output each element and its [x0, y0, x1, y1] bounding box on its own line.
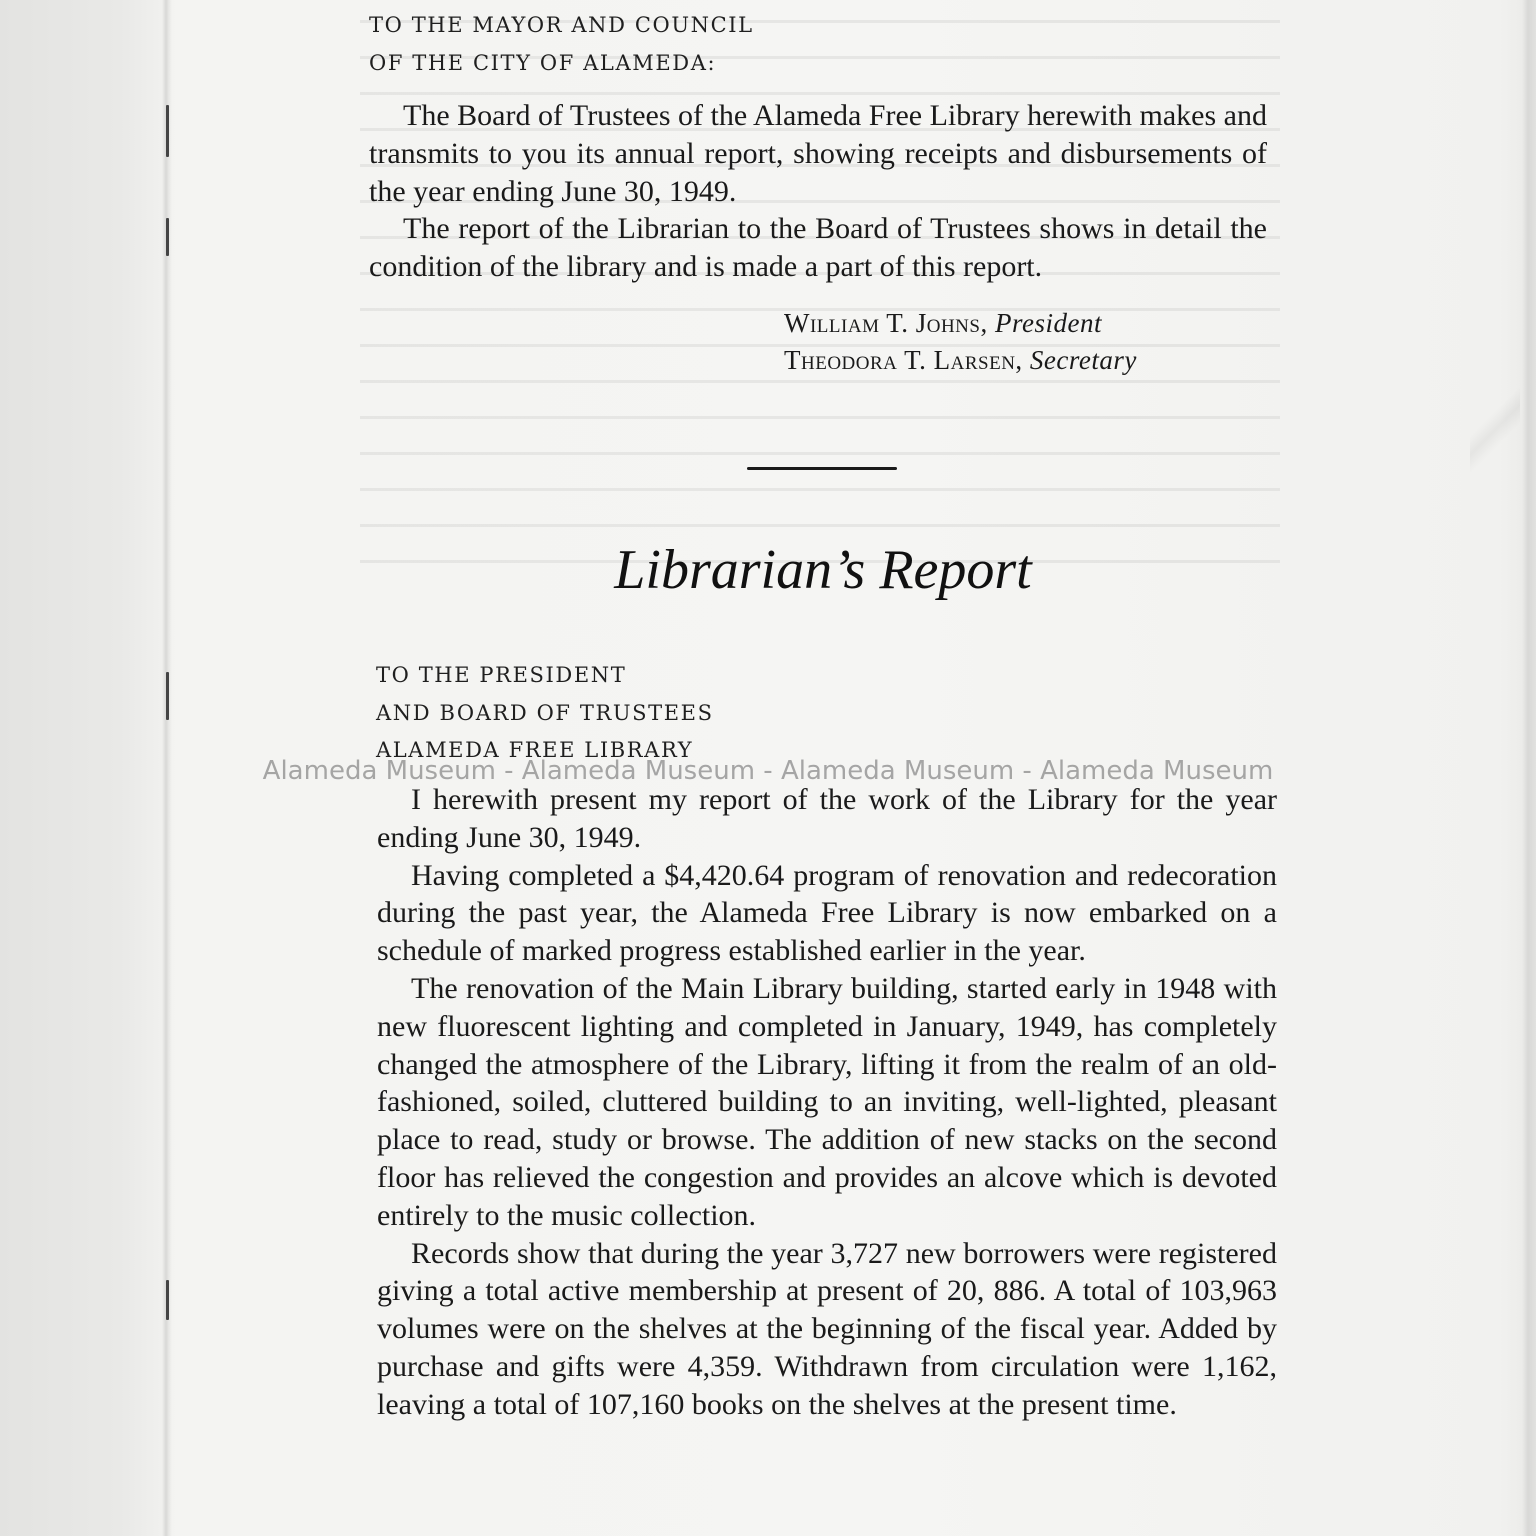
report-paragraph: Having completed a $4,420.64 program of renovation and redecoration during the past year, the Alameda Free Library is now embarked on a schedule of marked progress established earlier in the year. [377, 858, 1277, 968]
binding-mark [166, 105, 169, 157]
binding-mark [166, 672, 169, 720]
bleed-through-shadow [1470, 360, 1520, 500]
signature-secretary [784, 345, 1137, 376]
report-address-line-3: ALAMEDA FREE LIBRARY [376, 738, 694, 762]
letter-address-line-2: OF THE CITY OF ALAMEDA: [369, 51, 717, 75]
binding-mark [166, 218, 169, 256]
report-address-line-1: TO THE PRESIDENT [376, 663, 627, 687]
section-divider [747, 467, 897, 470]
signature-role: Secretary [1029, 345, 1137, 375]
report-body [377, 781, 1277, 1424]
signature-name: William T. Johns, [784, 308, 988, 338]
binding-mark [166, 1280, 169, 1320]
signature-name: Theodora T. Larsen, [784, 345, 1023, 375]
report-paragraph: The renovation of the Main Library building, started early in 1948 with new fluorescent lighting and completed in January, 1949, has completely changed the atmosphere of the Library, lifting it from the realm of an old-fashioned, soiled, cluttered building to an inviting, well-lighted, pleasant place to read, study or browse. The addition of new stacks on the second floor has relieved the congestion and provides an alcove which is devoted entirely to the music collection. [377, 971, 1277, 1232]
letter-body [369, 97, 1267, 286]
report-paragraph: Records show that during the year 3,727 new borrowers were registered giving a total active membership at present of 20, 886. A total of 103,963 volumes were on the shelves at the beginning of the fiscal year. Added by purchase and gifts were 4,359. Withdrawn from circulation were 1,162, leaving a total of 107,160 books on the shelves at the present time. [377, 1236, 1277, 1421]
letter-paragraph: The report of the Librarian to the Board of Trustees shows in detail the condition of the library and is made a part of this report. [369, 212, 1267, 284]
report-title: Librarian’s Report [614, 539, 1032, 601]
report-paragraph: I herewith present my report of the work of the Library for the year ending June 30, 1949. [377, 783, 1277, 854]
report-address-line-2: AND BOARD OF TRUSTEES [376, 701, 714, 725]
watermark: Alameda Museum - Alameda Museum - Alameda Museum - Alameda Museum [262, 756, 1274, 786]
letter-address-line-1: TO THE MAYOR AND COUNCIL [369, 13, 754, 37]
signature-president [784, 308, 1102, 339]
letter-paragraph: The Board of Trustees of the Alameda Free Library herewith makes and transmits to you its annual report, showing receipts and disbursements of the year ending June 30, 1949. [369, 99, 1267, 208]
signature-role: President [994, 308, 1102, 338]
